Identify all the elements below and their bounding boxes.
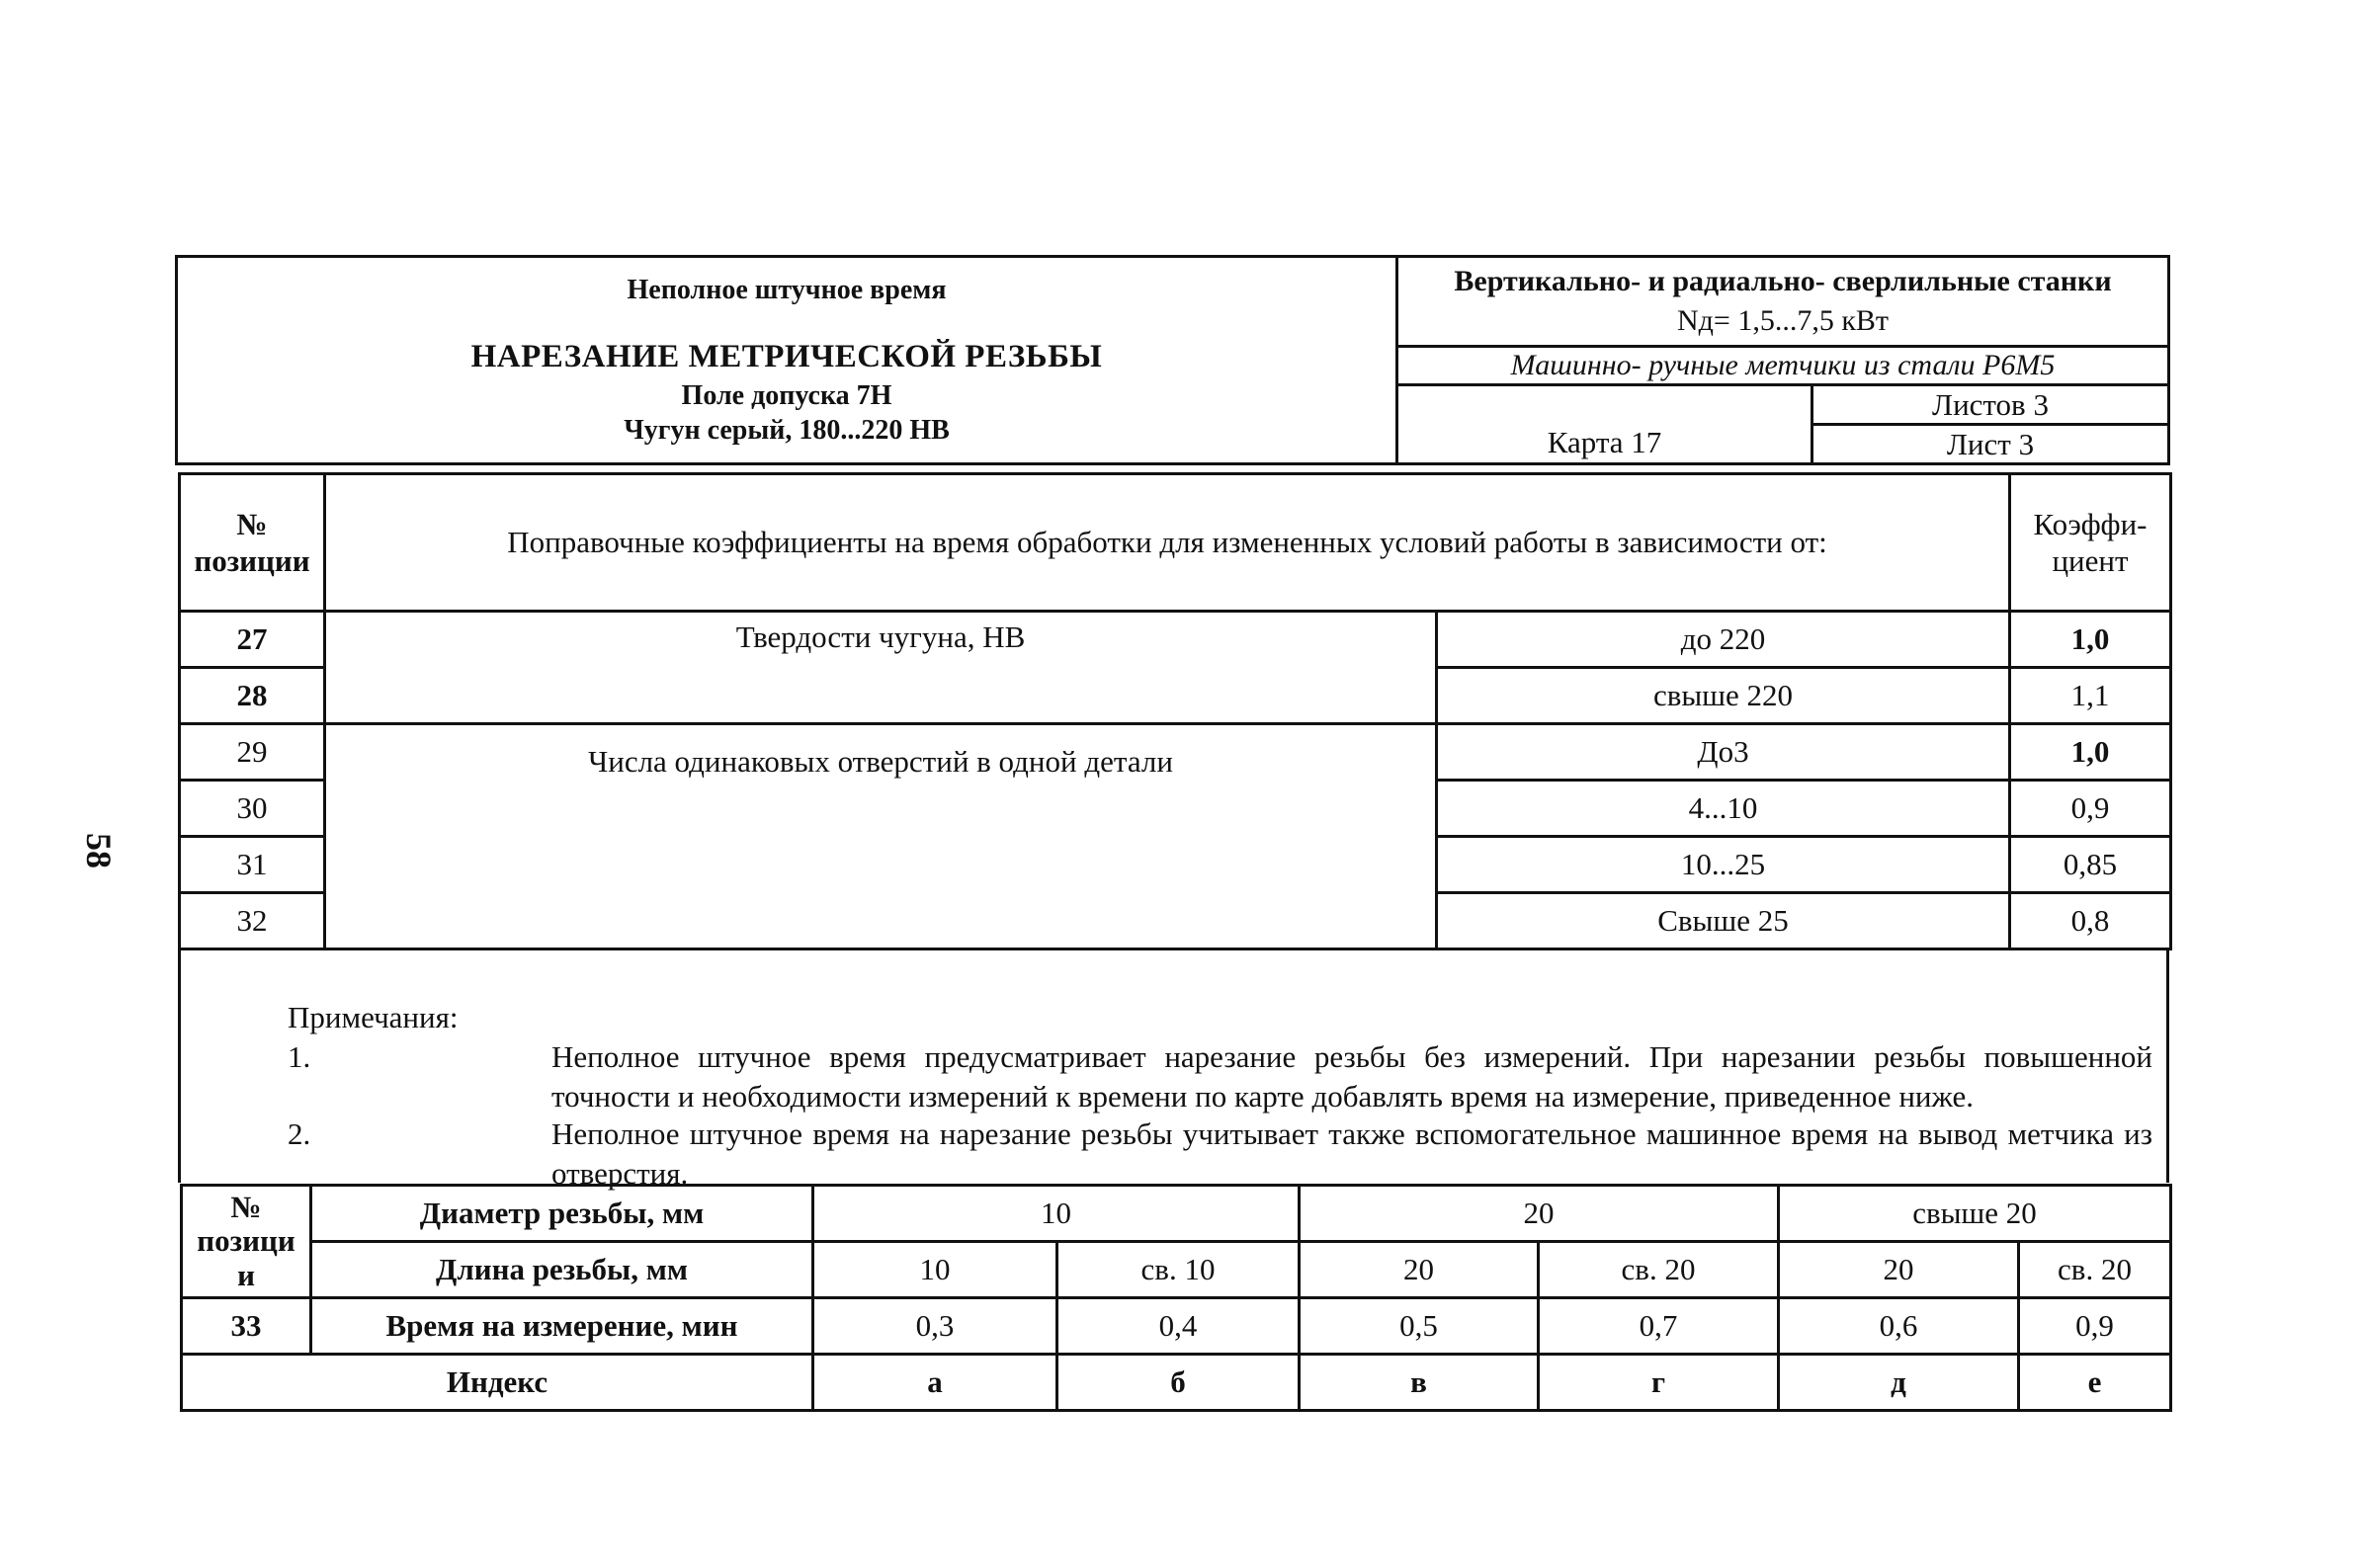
time-cell: 0,9 [2019,1298,2171,1355]
page-number: 58 [79,833,119,868]
card-header [175,255,2170,465]
diameter-cell: 20 [1300,1186,1779,1242]
measurement-table [180,1184,2172,1412]
table-row [182,1186,2171,1242]
sheets-total: Листов 3 [1812,385,2169,425]
table-row [182,1242,2171,1298]
length-cell: св. 10 [1057,1242,1300,1298]
coefficient-cell: 0,8 [2010,893,2171,949]
index-label: Индекс [182,1355,813,1411]
length-cell: св. 20 [2019,1242,2171,1298]
position-cell: 33 [182,1298,311,1355]
table-row [180,724,2171,781]
tool-type: Машинно- ручные метчики из стали Р6М5 [1397,347,2169,385]
length-cell: 20 [1300,1242,1539,1298]
note-text: Неполное штучное время предусматривает нарезание резьбы без измерений. При нарезании резьбы повышенной точности и необходимости измерений к времени по карте добавлять время на измерение, приведенное ниже. [551,1039,2152,1114]
position-cell: 30 [180,781,325,837]
group-label-holes: Числа одинаковых отверстий в одной детали [325,724,1437,949]
position-cell: 31 [180,837,325,893]
index-cell: д [1779,1355,2019,1411]
time-cell: 0,4 [1057,1298,1300,1355]
index-cell: а [813,1355,1057,1411]
power-range: Nд= 1,5...7,5 кВт [1676,304,1890,337]
notes-title: Примечания: [288,1000,459,1034]
length-cell: 10 [813,1242,1057,1298]
diameter-cell: 10 [813,1186,1300,1242]
header-subtitle: Неполное штучное время [627,274,947,305]
position-cell: 32 [180,893,325,949]
condition-cell: свыше 220 [1437,668,2010,724]
coefficient-cell: 1,0 [2010,724,2171,781]
position-cell: 28 [180,668,325,724]
time-label: Время на измерение, мин [311,1298,813,1355]
sheet-number: Лист 3 [1812,425,2169,464]
condition-cell: 10...25 [1437,837,2010,893]
coefficient-cell: 1,0 [2010,612,2171,668]
coefficient-cell: 0,9 [2010,781,2171,837]
diameter-cell: свыше 20 [1779,1186,2171,1242]
col-header-description: Поправочные коэффициенты на время обработки для измененных условий работы в зависимости от: [325,474,2010,612]
col-header-position: № позици и [182,1186,311,1298]
condition-cell: До3 [1437,724,2010,781]
index-cell: б [1057,1355,1300,1411]
operation-title: НАРЕЗАНИЕ МЕТРИЧЕСКОЙ РЕЗЬБЫ [470,339,1103,375]
diameter-label: Диаметр резьбы, мм [311,1186,813,1242]
coefficient-cell: 0,85 [2010,837,2171,893]
position-cell: 27 [180,612,325,668]
condition-cell: 4...10 [1437,781,2010,837]
length-cell: 20 [1779,1242,2019,1298]
coefficient-cell: 1,1 [2010,668,2171,724]
condition-cell: Свыше 25 [1437,893,2010,949]
time-cell: 0,6 [1779,1298,2019,1355]
length-label: Длина резьбы, мм [311,1242,813,1298]
machine-type-cell [1397,257,2169,347]
col-header-position: № позиции [180,474,325,612]
index-cell: в [1300,1355,1539,1411]
note-number: 2. [288,1116,311,1151]
time-cell: 0,7 [1539,1298,1779,1355]
material: Чугун серый, 180...220 НВ [624,415,950,447]
table-row [182,1298,2171,1355]
group-label-hardness: Твердости чугуна, НВ [325,612,1437,724]
length-cell: св. 20 [1539,1242,1779,1298]
time-cell: 0,5 [1300,1298,1539,1355]
table-row [180,612,2171,668]
note-number: 1. [288,1039,311,1074]
time-cell: 0,3 [813,1298,1057,1355]
card-number: Карта 17 [1397,385,1812,464]
note-text: Неполное штучное время на нарезание резьбы учитывает также вспомогательное машинное время на вывод метчика из отверстия. [551,1116,2152,1191]
col-header-coefficient: Коэффи-циент [2010,474,2171,612]
tolerance-field: Поле допуска 7Н [681,379,892,411]
condition-cell: до 220 [1437,612,2010,668]
position-cell: 29 [180,724,325,781]
header-title-block [177,257,1397,464]
table-row [182,1355,2171,1411]
index-cell: е [2019,1355,2171,1411]
notes-section [178,950,2169,1191]
coefficient-table [178,472,2172,950]
index-cell: г [1539,1355,1779,1411]
machine-type: Вертикально- и радиально- сверлильные станки [1454,264,2112,297]
